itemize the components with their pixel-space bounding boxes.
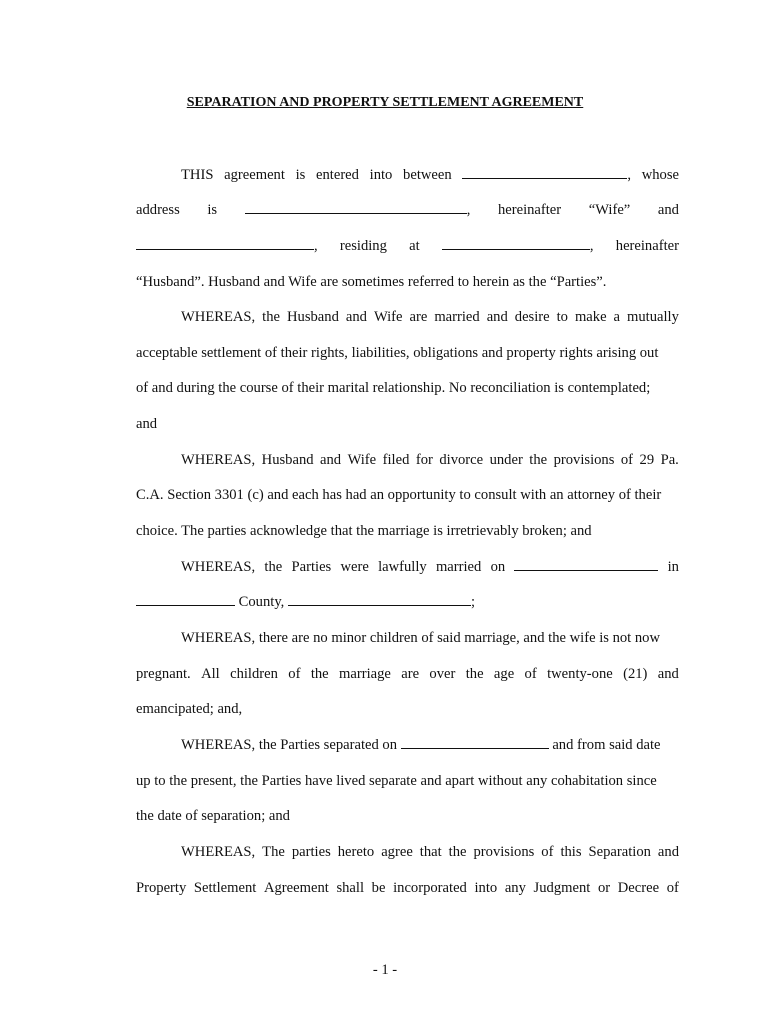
p4-line-2: County, ; xyxy=(136,592,679,612)
husband-name-field[interactable] xyxy=(136,236,314,250)
p6-line-1: WHEREAS, the Parties separated on and from said date xyxy=(181,737,661,753)
wife-name-field[interactable] xyxy=(462,165,627,179)
p1-line-1: THIS agreement is entered into between , whose xyxy=(181,167,679,183)
p2-line-3: of and during the course of their marital relationship. No reconciliation is contemplated; xyxy=(136,380,651,396)
wife-address-field[interactable] xyxy=(245,200,467,214)
p2-line-4: and xyxy=(136,416,158,432)
p2-line-1: WHEREAS, the Husband and Wife are married and desire to make a mutually xyxy=(181,309,679,325)
p7-line-1: WHEREAS, The parties hereto agree that the provisions of this Separation and xyxy=(181,844,679,860)
p6-line-2: up to the present, the Parties have lived separate and apart without any cohabitation since xyxy=(136,773,657,789)
p6-line-3: the date of separation; and xyxy=(136,808,290,824)
marriage-county-field[interactable] xyxy=(136,592,235,606)
p7-line-2: Property Settlement Agreement shall be incorporated into any Judgment or Decree of xyxy=(136,880,679,896)
p5-line-3: emancipated; and, xyxy=(136,701,243,717)
p1-line-2: address is , hereinafter “Wife” and xyxy=(136,202,679,218)
husband-address-field[interactable] xyxy=(442,236,590,250)
p5-line-2: pregnant. All children of the marriage are over the age of twenty-one (21) and xyxy=(136,666,679,682)
separation-date-field[interactable] xyxy=(401,735,549,749)
p2-line-2: acceptable settlement of their rights, liabilities, obligations and property rights arising out xyxy=(136,345,659,361)
p3-line-1: WHEREAS, Husband and Wife filed for divorce under the provisions of 29 Pa. xyxy=(181,452,679,468)
page-number: - 1 - xyxy=(372,962,398,978)
p3-line-2: C.A. Section 3301 (c) and each has had an opportunity to consult with an attorney of their xyxy=(136,487,662,503)
document-title: SEPARATION AND PROPERTY SETTLEMENT AGREEMENT xyxy=(186,95,584,110)
p3-line-3: choice. The parties acknowledge that the marriage is irretrievably broken; and xyxy=(136,523,592,539)
marriage-date-field[interactable] xyxy=(514,557,658,571)
marriage-state-field[interactable] xyxy=(288,592,471,606)
p4-line-1: WHEREAS, the Parties were lawfully married on in xyxy=(181,559,679,575)
p1-line-4: “Husband”. Husband and Wife are sometimes referred to herein as the “Parties”. xyxy=(136,274,607,290)
p1-line-3: , residing at , hereinafter xyxy=(136,236,679,256)
p5-line-1: WHEREAS, there are no minor children of said marriage, and the wife is not now xyxy=(181,630,661,646)
